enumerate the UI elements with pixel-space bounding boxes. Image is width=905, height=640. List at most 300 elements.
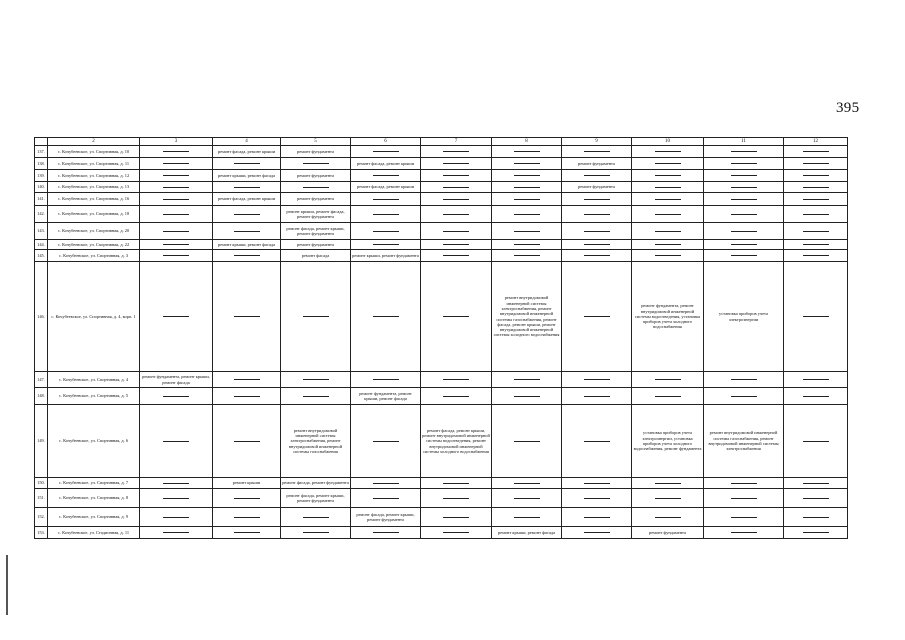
dash-mark <box>373 175 399 176</box>
column-header: 6 <box>351 138 421 146</box>
empty-cell <box>784 170 848 182</box>
empty-cell <box>421 388 492 405</box>
dash-mark <box>163 199 189 200</box>
row-number: 147. <box>35 372 48 388</box>
work-cell <box>492 262 562 372</box>
dash-mark <box>584 231 610 232</box>
work-cell <box>281 223 351 240</box>
column-header: 7 <box>421 138 492 146</box>
scan-edge-mark <box>6 555 8 615</box>
dash-mark <box>234 187 260 188</box>
empty-cell <box>784 527 848 539</box>
dash-mark <box>443 187 469 188</box>
dash-mark <box>731 396 757 397</box>
dash-mark <box>234 441 260 442</box>
dash-mark <box>514 187 540 188</box>
empty-cell <box>562 206 632 223</box>
work-cell <box>213 240 281 250</box>
column-number-row <box>35 138 848 146</box>
dash-mark <box>163 163 189 164</box>
dash-mark <box>163 532 189 533</box>
table-row <box>35 206 848 223</box>
empty-cell <box>421 508 492 527</box>
dash-mark <box>234 532 260 533</box>
dash-mark <box>584 532 610 533</box>
empty-cell <box>140 146 213 158</box>
dash-mark <box>443 199 469 200</box>
empty-cell <box>281 262 351 372</box>
dash-mark <box>655 151 681 152</box>
address-cell: с. Кочубеевское, ул. Спортивная, д. 11 <box>48 158 140 170</box>
work-text: ремонт фасада, ремонт крыши, ремонт фундамента <box>286 225 345 236</box>
dash-mark <box>731 255 757 256</box>
dash-mark <box>584 214 610 215</box>
empty-cell <box>704 372 784 388</box>
empty-cell <box>281 372 351 388</box>
dash-mark <box>731 532 757 533</box>
dash-mark <box>373 441 399 442</box>
dash-mark <box>163 187 189 188</box>
dash-mark <box>655 163 681 164</box>
dash-mark <box>584 151 610 152</box>
dash-mark <box>514 231 540 232</box>
dash-mark <box>731 199 757 200</box>
empty-cell <box>351 478 421 489</box>
dash-mark <box>655 199 681 200</box>
empty-cell <box>492 193 562 206</box>
dash-mark <box>584 483 610 484</box>
work-cell <box>704 405 784 478</box>
dash-mark <box>163 498 189 499</box>
empty-cell <box>784 182 848 193</box>
empty-cell <box>421 527 492 539</box>
empty-cell <box>562 508 632 527</box>
dash-mark <box>803 214 829 215</box>
empty-cell <box>421 262 492 372</box>
empty-cell <box>784 405 848 478</box>
work-text: установка приборов учета электроэнергии, установка приборов учета холодного водоснабжения, ремонт фундамента <box>633 430 702 452</box>
table-row <box>35 405 848 478</box>
empty-cell <box>351 372 421 388</box>
dash-mark <box>443 214 469 215</box>
dash-mark <box>655 244 681 245</box>
dash-mark <box>373 231 399 232</box>
empty-cell <box>421 240 492 250</box>
empty-cell <box>213 372 281 388</box>
dash-mark <box>803 316 829 317</box>
empty-cell <box>784 240 848 250</box>
address-cell: с. Кочубеевское, ул. Спортивная, д. 6 <box>48 405 140 478</box>
address-cell: с. Кочубеевское, ул. Спортивная, д. 5 <box>48 388 140 405</box>
table-row <box>35 193 848 206</box>
dash-mark <box>443 498 469 499</box>
dash-mark <box>373 244 399 245</box>
dash-mark <box>443 244 469 245</box>
empty-cell <box>351 240 421 250</box>
work-cell <box>562 158 632 170</box>
empty-cell <box>704 240 784 250</box>
dash-mark <box>731 151 757 152</box>
empty-cell <box>492 170 562 182</box>
dash-mark <box>303 163 329 164</box>
empty-cell <box>492 489 562 508</box>
work-text: ремонт фундамента <box>649 529 686 535</box>
column-header: 9 <box>562 138 632 146</box>
empty-cell <box>784 206 848 223</box>
dash-mark <box>803 532 829 533</box>
work-cell <box>281 206 351 223</box>
dash-mark <box>584 379 610 380</box>
work-text: ремонт фундамента <box>297 172 334 178</box>
dash-mark <box>584 316 610 317</box>
table-row <box>35 182 848 193</box>
empty-cell <box>140 527 213 539</box>
work-text: ремонт фасада, ремонт крыши, ремонт внутридомовой инженерной системы водоотведения, ремонт внутридомовой инженерной системы холодного водоснабжения <box>422 427 490 454</box>
work-cell <box>704 262 784 372</box>
dash-mark <box>163 151 189 152</box>
empty-cell <box>562 372 632 388</box>
table-row <box>35 388 848 405</box>
empty-cell <box>492 223 562 240</box>
empty-cell <box>492 240 562 250</box>
work-cell <box>632 527 704 539</box>
empty-cell <box>140 193 213 206</box>
empty-cell <box>562 405 632 478</box>
dash-mark <box>303 379 329 380</box>
empty-cell <box>213 262 281 372</box>
empty-cell <box>421 206 492 223</box>
empty-cell <box>784 146 848 158</box>
empty-cell <box>632 240 704 250</box>
dash-mark <box>803 441 829 442</box>
empty-cell <box>632 372 704 388</box>
empty-cell <box>421 372 492 388</box>
work-cell <box>421 405 492 478</box>
column-header: 5 <box>281 138 351 146</box>
dash-mark <box>303 316 329 317</box>
empty-cell <box>784 388 848 405</box>
column-header: 8 <box>492 138 562 146</box>
row-number: 150. <box>35 478 48 489</box>
empty-cell <box>784 250 848 262</box>
empty-cell <box>704 158 784 170</box>
column-header: 10 <box>632 138 704 146</box>
dash-mark <box>803 483 829 484</box>
dash-mark <box>803 244 829 245</box>
table-row <box>35 527 848 539</box>
row-number: 151. <box>35 489 48 508</box>
empty-cell <box>140 262 213 372</box>
work-cell <box>281 489 351 508</box>
empty-cell <box>632 388 704 405</box>
work-cell <box>562 182 632 193</box>
empty-cell <box>213 527 281 539</box>
empty-cell <box>140 250 213 262</box>
empty-cell <box>704 478 784 489</box>
empty-cell <box>421 250 492 262</box>
empty-cell <box>632 489 704 508</box>
work-text: ремонт крыши, ремонт фасада <box>217 241 276 247</box>
dash-mark <box>443 396 469 397</box>
dash-mark <box>234 231 260 232</box>
empty-cell <box>421 223 492 240</box>
address-cell: с. Кочубеевское, ул. Спортивная, д. 3 <box>48 250 140 262</box>
work-cell <box>281 478 351 489</box>
work-cell <box>351 388 421 405</box>
empty-cell <box>140 223 213 240</box>
empty-cell <box>632 158 704 170</box>
row-number: 137. <box>35 146 48 158</box>
column-header: 4 <box>213 138 281 146</box>
empty-cell <box>213 405 281 478</box>
work-cell <box>281 240 351 250</box>
dash-mark <box>234 255 260 256</box>
empty-cell <box>213 158 281 170</box>
work-cell <box>492 527 562 539</box>
empty-cell <box>704 508 784 527</box>
dash-mark <box>163 175 189 176</box>
empty-cell <box>281 388 351 405</box>
empty-cell <box>632 223 704 240</box>
dash-mark <box>163 316 189 317</box>
work-text: ремонт фасада, ремонт крыши <box>356 184 415 190</box>
address-cell: с. Кочубеевское, ул. Спортивная, д. 8 <box>48 489 140 508</box>
dash-mark <box>373 214 399 215</box>
empty-cell <box>562 240 632 250</box>
empty-cell <box>213 206 281 223</box>
row-number: 145. <box>35 250 48 262</box>
empty-cell <box>704 193 784 206</box>
row-number: 140. <box>35 182 48 193</box>
empty-cell <box>562 478 632 489</box>
dash-mark <box>163 255 189 256</box>
row-number: 142. <box>35 206 48 223</box>
work-cell <box>281 146 351 158</box>
capital-repair-table <box>34 137 848 539</box>
dash-mark <box>731 175 757 176</box>
dash-mark <box>303 187 329 188</box>
dash-mark <box>655 396 681 397</box>
empty-cell <box>351 146 421 158</box>
empty-cell <box>784 262 848 372</box>
work-text: ремонт фасада, ремонт крыши <box>217 148 276 154</box>
empty-cell <box>562 250 632 262</box>
dash-mark <box>373 379 399 380</box>
empty-cell <box>492 478 562 489</box>
dash-mark <box>803 498 829 499</box>
work-cell <box>213 193 281 206</box>
empty-cell <box>562 388 632 405</box>
work-cell <box>281 250 351 262</box>
dash-mark <box>731 231 757 232</box>
dash-mark <box>373 498 399 499</box>
empty-cell <box>213 182 281 193</box>
address-cell: с. Кочубеевское, ул. Спортивная, д. 7 <box>48 478 140 489</box>
dash-mark <box>731 244 757 245</box>
dash-mark <box>163 517 189 518</box>
work-text: ремонт фундамента <box>297 196 334 202</box>
dash-mark <box>655 214 681 215</box>
empty-cell <box>632 146 704 158</box>
dash-mark <box>514 214 540 215</box>
address-cell: с. Кочубеевское, ул. Спортивная, д. 4 <box>48 372 140 388</box>
empty-cell <box>784 158 848 170</box>
dash-mark <box>514 175 540 176</box>
work-text: ремонт внутридомовой инженерной системы электроснабжения, ремонт внутридомовой инженерной системы газоснабжения, ремонт фасада, ремонт крыши, ремонт внутридомовой инженерной системы холодного водоснабжения <box>493 295 560 338</box>
dash-mark <box>655 379 681 380</box>
table-row <box>35 250 848 262</box>
empty-cell <box>704 489 784 508</box>
empty-cell <box>140 206 213 223</box>
work-text: ремонт фундамента, ремонт крыши, ремонт фасада <box>359 390 412 401</box>
dash-mark <box>803 151 829 152</box>
dash-mark <box>514 244 540 245</box>
work-text: ремонт крыши, ремонт фасада <box>217 172 276 178</box>
work-cell <box>632 262 704 372</box>
work-text: ремонт фасада, ремонт крыши <box>356 160 415 166</box>
dash-mark <box>803 199 829 200</box>
empty-cell <box>140 388 213 405</box>
address-cell: с. Кочубеевское, ул. Стадионная, д. 11 <box>48 527 140 539</box>
dash-mark <box>584 396 610 397</box>
work-cell <box>213 478 281 489</box>
dash-mark <box>731 187 757 188</box>
empty-cell <box>492 372 562 388</box>
table-row <box>35 240 848 250</box>
empty-cell <box>140 170 213 182</box>
row-number: 139. <box>35 170 48 182</box>
dash-mark <box>234 163 260 164</box>
empty-cell <box>784 478 848 489</box>
dash-mark <box>303 532 329 533</box>
work-cell <box>140 372 213 388</box>
dash-mark <box>234 214 260 215</box>
empty-cell <box>421 146 492 158</box>
dash-mark <box>655 187 681 188</box>
dash-mark <box>443 175 469 176</box>
empty-cell <box>351 262 421 372</box>
dash-mark <box>514 396 540 397</box>
empty-cell <box>213 388 281 405</box>
empty-cell <box>281 182 351 193</box>
empty-cell <box>140 182 213 193</box>
empty-cell <box>281 508 351 527</box>
empty-cell <box>704 146 784 158</box>
dash-mark <box>443 255 469 256</box>
dash-mark <box>443 379 469 380</box>
work-text: ремонт фасада, ремонт фундамента <box>282 480 349 486</box>
dash-mark <box>731 498 757 499</box>
empty-cell <box>140 158 213 170</box>
dash-mark <box>443 163 469 164</box>
empty-cell <box>213 508 281 527</box>
dash-mark <box>443 483 469 484</box>
empty-cell <box>351 193 421 206</box>
dash-mark <box>655 483 681 484</box>
empty-cell <box>632 250 704 262</box>
empty-cell <box>632 508 704 527</box>
table-row <box>35 478 848 489</box>
empty-cell <box>281 527 351 539</box>
work-cell <box>351 158 421 170</box>
work-text: установка приборов учета электроэнергии <box>719 311 768 322</box>
address-cell: с. Кочубеевское, ул. Спортивная, д. 22 <box>48 240 140 250</box>
empty-cell <box>784 508 848 527</box>
dash-mark <box>584 244 610 245</box>
table-row <box>35 223 848 240</box>
empty-cell <box>421 170 492 182</box>
empty-cell <box>421 158 492 170</box>
dash-mark <box>655 255 681 256</box>
empty-cell <box>492 158 562 170</box>
row-number: 138. <box>35 158 48 170</box>
dash-mark <box>803 175 829 176</box>
address-cell: с. Кочубеевское, ул. Спортивная, д. 20 <box>48 223 140 240</box>
empty-cell <box>213 489 281 508</box>
empty-cell <box>562 527 632 539</box>
table-row <box>35 262 848 372</box>
dash-mark <box>584 175 610 176</box>
empty-cell <box>140 489 213 508</box>
dash-mark <box>803 231 829 232</box>
dash-mark <box>584 255 610 256</box>
dash-mark <box>803 255 829 256</box>
empty-cell <box>351 405 421 478</box>
address-cell: с. Кочубеевское, ул. Спортивная, д. 12 <box>48 170 140 182</box>
dash-mark <box>303 396 329 397</box>
dash-mark <box>803 163 829 164</box>
empty-cell <box>632 206 704 223</box>
work-text: ремонт фасада, ремонт крыши, ремонт фундамента <box>286 492 345 503</box>
column-header: 11 <box>704 138 784 146</box>
dash-mark <box>373 532 399 533</box>
empty-cell <box>704 170 784 182</box>
empty-cell <box>562 262 632 372</box>
dash-mark <box>163 244 189 245</box>
empty-cell <box>562 170 632 182</box>
dash-mark <box>234 396 260 397</box>
dash-mark <box>731 517 757 518</box>
dash-mark <box>514 441 540 442</box>
empty-cell <box>492 388 562 405</box>
page-number: 395 <box>836 100 860 116</box>
dash-mark <box>163 231 189 232</box>
dash-mark <box>303 517 329 518</box>
work-text: ремонт крыши <box>232 480 261 486</box>
dash-mark <box>443 316 469 317</box>
dash-mark <box>163 214 189 215</box>
empty-cell <box>632 193 704 206</box>
empty-cell <box>281 158 351 170</box>
work-text: ремонт крыши, ремонт фасада, ремонт фундамента <box>286 208 345 219</box>
dash-mark <box>234 316 260 317</box>
address-cell: с. Кочубеевское, ул. Спортивная, д. 4, корп. 1 <box>48 262 140 372</box>
work-text: ремонт фундамента, ремонт внутридомовой инженерной системы водоотведения, установка приборов учета холодного водоснабжения <box>634 303 701 330</box>
dash-mark <box>514 255 540 256</box>
dash-mark <box>514 379 540 380</box>
work-cell <box>281 170 351 182</box>
work-text: ремонт фундамента <box>297 241 334 247</box>
empty-cell <box>562 193 632 206</box>
empty-cell <box>704 388 784 405</box>
empty-cell <box>140 478 213 489</box>
dash-mark <box>163 441 189 442</box>
dash-mark <box>443 532 469 533</box>
empty-cell <box>213 250 281 262</box>
empty-cell <box>632 170 704 182</box>
dash-mark <box>655 231 681 232</box>
empty-cell <box>704 527 784 539</box>
